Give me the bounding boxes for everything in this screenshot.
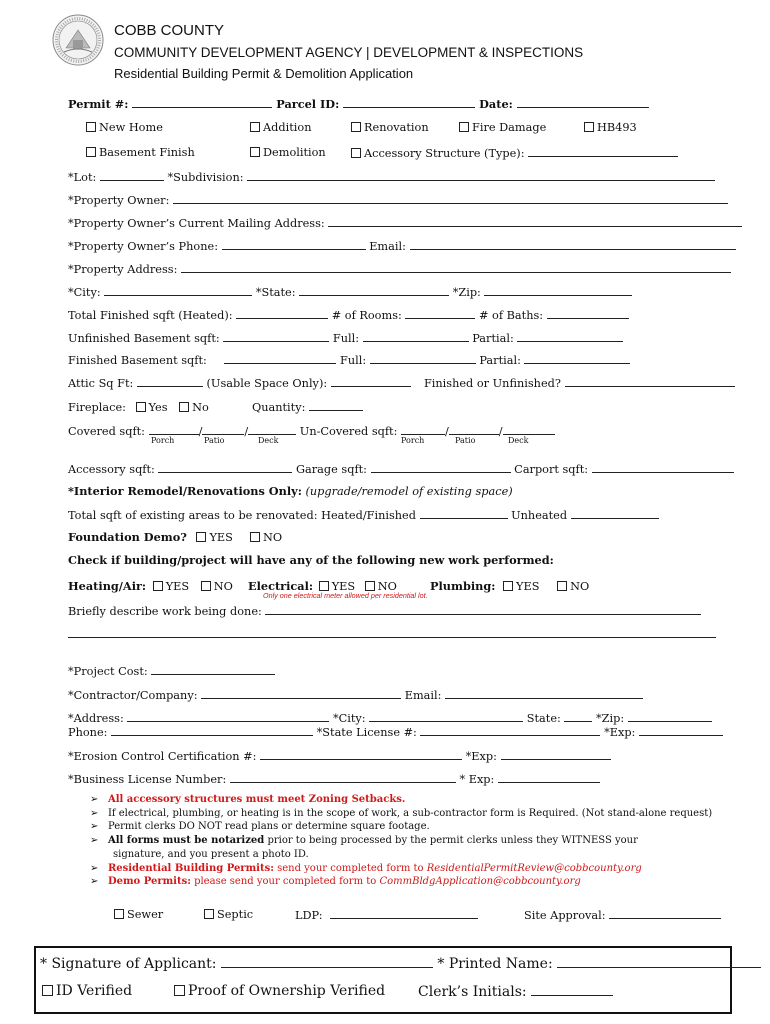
checkbox[interactable] bbox=[351, 122, 361, 132]
permit-label: Permit #: bbox=[68, 97, 129, 111]
note-item bbox=[90, 848, 712, 862]
property-address-label: *Property Address: bbox=[68, 263, 178, 276]
phone-label: *Property Owner’s Phone: bbox=[68, 240, 218, 253]
garage-label: Garage sqft: bbox=[296, 463, 367, 476]
opt-new-home[interactable] bbox=[86, 121, 163, 134]
subdivision-field[interactable] bbox=[247, 170, 715, 181]
license-field[interactable] bbox=[420, 725, 600, 736]
foundation-row bbox=[68, 531, 233, 544]
ownership-verified[interactable] bbox=[174, 983, 385, 999]
checkbox[interactable] bbox=[584, 122, 594, 132]
covered-row: Covered sqft: / / Un-Covered sqft: / / bbox=[68, 424, 555, 438]
demo-email-link[interactable]: CommBldgApplication@cobbcounty.org bbox=[379, 876, 581, 888]
check-title: Check if building/project will have any of the following new work performed: bbox=[68, 553, 554, 567]
opt-hb493[interactable] bbox=[584, 121, 637, 134]
note-residential: send your completed form to bbox=[273, 862, 427, 874]
attic-label: Attic Sq Ft: bbox=[68, 377, 134, 390]
phone-row bbox=[68, 239, 736, 253]
address-row bbox=[68, 262, 731, 276]
id-verified[interactable] bbox=[42, 983, 132, 999]
carport-label: Carport sqft: bbox=[514, 463, 589, 476]
checkbox[interactable] bbox=[459, 122, 469, 132]
covered-deck-field[interactable] bbox=[248, 424, 296, 435]
state-field[interactable] bbox=[299, 285, 449, 296]
unfinished-full-field[interactable] bbox=[363, 331, 469, 342]
finished-partial-field[interactable] bbox=[524, 353, 630, 364]
electrical-note: Only one electrical meter allowed per residential lot. bbox=[263, 591, 428, 600]
date-field[interactable] bbox=[517, 97, 649, 108]
contractor-email-field[interactable] bbox=[445, 688, 643, 699]
finished-bsmt-label: Finished Basement sqft: bbox=[68, 354, 207, 367]
opt-accessory[interactable] bbox=[351, 146, 678, 160]
foundation-no bbox=[250, 531, 282, 544]
license-label: *State License #: bbox=[316, 726, 417, 739]
cost-row bbox=[68, 664, 275, 678]
contractor-phone-row bbox=[68, 725, 723, 739]
unfinished-partial-field[interactable] bbox=[517, 331, 623, 342]
note-notarized-bold: All forms must be notarized bbox=[107, 835, 265, 847]
unfinished-field[interactable] bbox=[223, 331, 329, 342]
checkbox[interactable] bbox=[114, 909, 124, 919]
covered-porch-field[interactable] bbox=[149, 424, 199, 435]
partial-label: Partial: bbox=[479, 354, 521, 367]
no-label: NO bbox=[263, 531, 283, 544]
finished-bsmt-field[interactable] bbox=[224, 353, 336, 364]
sewer-label: Sewer bbox=[127, 908, 164, 921]
email-label: Email: bbox=[369, 240, 406, 253]
covered-patio-sub: Patio bbox=[204, 436, 225, 445]
remodel-subtitle: (upgrade/remodel of existing space) bbox=[305, 485, 513, 498]
fireplace-label: Fireplace: bbox=[68, 401, 126, 414]
arrow-bullet-icon: ➢ bbox=[90, 807, 99, 819]
heated-finished-field[interactable] bbox=[420, 508, 508, 519]
opt-label: Accessory Structure (Type): bbox=[364, 147, 525, 160]
note-item bbox=[90, 862, 712, 876]
baths-field[interactable] bbox=[547, 308, 629, 319]
fireplace-no-checkbox[interactable] bbox=[179, 402, 189, 412]
note-notarized: prior to being processed by the permit clerks unless they WITNESS your bbox=[264, 835, 638, 847]
note-item bbox=[90, 793, 712, 807]
opt-renovation[interactable] bbox=[351, 121, 429, 134]
accessory-sqft-field[interactable] bbox=[158, 462, 292, 473]
covered-label: Covered sqft: bbox=[68, 425, 145, 438]
note-item bbox=[90, 807, 712, 821]
yes-label: YES bbox=[331, 580, 356, 593]
license-exp-field[interactable] bbox=[639, 725, 723, 736]
opt-label: Addition bbox=[263, 121, 312, 134]
full-label: Full: bbox=[340, 354, 367, 367]
company-field[interactable] bbox=[201, 688, 401, 699]
describe-label: Briefly describe work being done: bbox=[68, 605, 262, 618]
quantity-field[interactable] bbox=[309, 400, 363, 411]
signature-field[interactable] bbox=[221, 955, 433, 968]
checkbox[interactable] bbox=[42, 985, 53, 996]
note-plans: Permit clerks DO NOT read plans or determine square footage. bbox=[107, 821, 430, 833]
checkbox[interactable] bbox=[86, 122, 96, 132]
ldp-field[interactable] bbox=[330, 908, 478, 919]
opt-label: Demolition bbox=[263, 146, 326, 159]
accessory-row bbox=[68, 462, 734, 476]
contractor-zip-label: *Zip: bbox=[596, 712, 625, 725]
unfinished-row bbox=[68, 331, 623, 345]
fireplace-row bbox=[68, 400, 363, 414]
contractor-address-field[interactable] bbox=[127, 711, 329, 722]
foundation-no-checkbox[interactable] bbox=[250, 532, 260, 542]
note-subcontractor: If electrical, plumbing, or heating is in the scope of work, a sub-contractor form is Required. (Not stand-alone request) bbox=[107, 807, 713, 819]
full-label: Full: bbox=[332, 332, 360, 345]
checkbox[interactable] bbox=[250, 147, 260, 157]
opt-label: Fire Damage bbox=[472, 121, 547, 134]
usable-field[interactable] bbox=[331, 376, 411, 387]
note-setbacks: All accessory structures must meet Zoning Setbacks. bbox=[107, 794, 406, 805]
form-title: Residential Building Permit & Demolition Application bbox=[114, 66, 414, 81]
no-label: NO bbox=[377, 580, 397, 593]
yes-label: YES bbox=[165, 580, 190, 593]
garage-field[interactable] bbox=[371, 462, 511, 473]
erosion-row bbox=[68, 749, 611, 763]
license-exp-label: *Exp: bbox=[604, 726, 636, 739]
agency-name: COMMUNITY DEVELOPMENT AGENCY | DEVELOPMENT & INSPECTIONS bbox=[114, 45, 584, 60]
ownership-label: Proof of Ownership Verified bbox=[188, 983, 386, 999]
covered-patio-field[interactable] bbox=[202, 424, 244, 435]
unheated-label: Unheated bbox=[511, 509, 568, 522]
septic-label: Septic bbox=[217, 908, 254, 921]
checkbox[interactable] bbox=[174, 985, 185, 996]
uncovered-patio-field[interactable] bbox=[449, 424, 499, 435]
describe-row bbox=[68, 604, 701, 618]
attic-field[interactable] bbox=[137, 376, 203, 387]
contractor-email-label: Email: bbox=[404, 689, 442, 702]
company-row bbox=[68, 688, 643, 702]
foundation-label: Foundation Demo? bbox=[68, 530, 187, 544]
rooms-label: # of Rooms: bbox=[331, 309, 402, 322]
note-demo: please send your completed form to bbox=[190, 876, 380, 888]
fireplace-yes-checkbox[interactable] bbox=[136, 402, 146, 412]
company-label: *Contractor/Company: bbox=[68, 689, 198, 702]
mailing-row bbox=[68, 216, 742, 230]
owner-email-field[interactable] bbox=[410, 239, 736, 250]
no-label: No bbox=[192, 401, 209, 414]
zip-field[interactable] bbox=[484, 285, 632, 296]
unheated-field[interactable] bbox=[571, 508, 659, 519]
carport-field[interactable] bbox=[592, 462, 734, 473]
partial-label: Partial: bbox=[472, 332, 514, 345]
heating-label: Heating/Air: bbox=[68, 579, 147, 593]
subdivision-label: *Subdivision: bbox=[167, 171, 244, 184]
yes-label: YES bbox=[209, 531, 233, 544]
mailing-field[interactable] bbox=[328, 216, 742, 227]
site-row bbox=[524, 908, 721, 922]
uncovered-deck-sub: Deck bbox=[508, 436, 529, 445]
cost-field[interactable] bbox=[151, 664, 275, 675]
contractor-zip-field[interactable] bbox=[628, 711, 712, 722]
uncovered-patio-sub: Patio bbox=[455, 436, 476, 445]
opt-fire-damage[interactable] bbox=[459, 121, 546, 134]
lot-row bbox=[68, 170, 715, 184]
printed-name-label: * Printed Name: bbox=[437, 956, 553, 972]
arrow-bullet-icon: ➢ bbox=[90, 794, 99, 805]
plumbing-no-checkbox[interactable] bbox=[557, 581, 567, 591]
property-address-field[interactable] bbox=[181, 262, 731, 273]
cost-label: *Project Cost: bbox=[68, 665, 148, 678]
yes-label: YES bbox=[516, 580, 540, 593]
erosion-exp-label: *Exp: bbox=[465, 750, 497, 763]
uncovered-porch-sub: Porch bbox=[401, 436, 425, 445]
zip-label: *Zip: bbox=[452, 286, 481, 299]
covered-deck-sub: Deck bbox=[258, 436, 279, 445]
note-notarized-cont: signature, and you present a photo ID. bbox=[113, 848, 309, 860]
renovated-row bbox=[68, 508, 659, 522]
checkbox[interactable] bbox=[204, 909, 214, 919]
quantity-label: Quantity: bbox=[251, 401, 306, 414]
business-exp-field[interactable] bbox=[498, 772, 600, 783]
clerk-row bbox=[418, 983, 613, 1000]
signature-label: * Signature of Applicant: bbox=[40, 956, 217, 972]
heated-row bbox=[68, 308, 629, 322]
ldp-label: LDP: bbox=[295, 909, 323, 922]
contractor-city-label: *City: bbox=[332, 712, 366, 725]
arrow-bullet-icon: ➢ bbox=[90, 835, 99, 847]
plumbing-yes-checkbox[interactable] bbox=[503, 581, 513, 591]
permit-field[interactable] bbox=[132, 97, 272, 108]
arrow-bullet-icon: ➢ bbox=[90, 862, 99, 874]
covered-porch-sub: Porch bbox=[151, 436, 175, 445]
renovated-label: Total sqft of existing areas to be renovated: Heated/Finished bbox=[68, 509, 416, 522]
contractor-phone-label: Phone: bbox=[68, 726, 108, 739]
clerk-label: Clerk’s Initials: bbox=[418, 984, 527, 1000]
contractor-city-field[interactable] bbox=[369, 711, 523, 722]
contractor-state-label: State: bbox=[526, 712, 561, 725]
site-field[interactable] bbox=[609, 908, 721, 919]
note-item bbox=[90, 875, 712, 889]
contractor-address-row bbox=[68, 711, 712, 725]
opt-label: Renovation bbox=[364, 121, 429, 134]
describe-line-2[interactable] bbox=[68, 637, 716, 638]
baths-label: # of Baths: bbox=[479, 309, 544, 322]
ldp-row bbox=[295, 908, 478, 922]
site-label: Site Approval: bbox=[524, 909, 606, 922]
describe-field[interactable] bbox=[265, 604, 701, 615]
clerk-initials-field[interactable] bbox=[531, 983, 613, 996]
uncovered-label: Un-Covered sqft: bbox=[299, 425, 398, 438]
accessory-type-field[interactable] bbox=[528, 146, 678, 157]
business-exp-label: * Exp: bbox=[459, 773, 495, 786]
lot-field[interactable] bbox=[100, 170, 164, 181]
heating-group bbox=[68, 580, 233, 593]
contractor-address-label: *Address: bbox=[68, 712, 124, 725]
finished-full-field[interactable] bbox=[370, 353, 476, 364]
arrow-bullet-icon: ➢ bbox=[90, 876, 99, 888]
contractor-state-field[interactable] bbox=[564, 711, 592, 722]
heating-no-checkbox[interactable] bbox=[201, 581, 211, 591]
erosion-label: *Erosion Control Certification #: bbox=[68, 750, 257, 763]
owner-field[interactable] bbox=[173, 193, 728, 204]
printed-name-field[interactable] bbox=[557, 955, 761, 968]
heated-field[interactable] bbox=[236, 308, 328, 319]
county-seal bbox=[52, 14, 104, 66]
uncovered-porch-field[interactable] bbox=[401, 424, 445, 435]
id-verified-label: ID Verified bbox=[56, 983, 133, 999]
accessory-label: Accessory sqft: bbox=[68, 463, 155, 476]
checkbox[interactable] bbox=[351, 148, 361, 158]
permit-row bbox=[68, 97, 649, 111]
usable-label: (Usable Space Only): bbox=[206, 377, 328, 390]
business-field[interactable] bbox=[230, 772, 456, 783]
heating-yes-checkbox[interactable] bbox=[153, 581, 163, 591]
note-item bbox=[90, 820, 712, 834]
remodel-heading bbox=[68, 485, 513, 498]
heated-label: Total Finished sqft (Heated): bbox=[68, 309, 233, 322]
remodel-title: *Interior Remodel/Renovations Only: bbox=[68, 484, 302, 498]
foundation-yes-checkbox[interactable] bbox=[196, 532, 206, 542]
uncovered-deck-field[interactable] bbox=[503, 424, 555, 435]
lot-label: *Lot: bbox=[68, 171, 97, 184]
city-row bbox=[68, 285, 632, 299]
rooms-field[interactable] bbox=[405, 308, 475, 319]
owner-phone-field[interactable] bbox=[222, 239, 366, 250]
checkbox[interactable] bbox=[250, 122, 260, 132]
opt-demolition[interactable] bbox=[250, 146, 326, 159]
electrical-label: Electrical: bbox=[248, 579, 314, 593]
plumbing-label: Plumbing: bbox=[430, 579, 496, 593]
fin-unfin-label: Finished or Unfinished? bbox=[423, 377, 561, 390]
finished-bsmt-row bbox=[68, 353, 630, 367]
opt-basement-finish[interactable] bbox=[86, 146, 195, 159]
opt-label: Basement Finish bbox=[99, 146, 195, 159]
mailing-label: *Property Owner’s Current Mailing Address: bbox=[68, 217, 325, 230]
notes-list bbox=[90, 793, 712, 889]
parcel-field[interactable] bbox=[343, 97, 475, 108]
no-label: NO bbox=[570, 580, 590, 593]
no-label: NO bbox=[213, 580, 233, 593]
state-label: *State: bbox=[255, 286, 296, 299]
opt-label: New Home bbox=[99, 121, 163, 134]
note-item bbox=[90, 834, 712, 848]
sewer-option[interactable] bbox=[114, 908, 163, 921]
arrow-bullet-icon: ➢ bbox=[90, 821, 99, 833]
fin-unfin-field[interactable] bbox=[565, 376, 735, 387]
city-label: *City: bbox=[68, 286, 101, 299]
note-residential-bold: Residential Building Permits: bbox=[107, 862, 274, 874]
owner-row bbox=[68, 193, 728, 207]
org-name: COBB COUNTY bbox=[114, 22, 225, 39]
checkbox[interactable] bbox=[86, 147, 96, 157]
electrical-no-checkbox[interactable] bbox=[365, 581, 375, 591]
parcel-label: Parcel ID: bbox=[276, 97, 340, 111]
unfinished-label: Unfinished Basement sqft: bbox=[68, 332, 220, 345]
erosion-exp-field[interactable] bbox=[501, 749, 611, 760]
electrical-yes-checkbox[interactable] bbox=[319, 581, 329, 591]
yes-label: Yes bbox=[148, 401, 168, 414]
note-demo-bold: Demo Permits: bbox=[107, 876, 191, 888]
business-row bbox=[68, 772, 600, 786]
attic-row bbox=[68, 376, 735, 390]
date-label: Date: bbox=[479, 97, 513, 111]
city-field[interactable] bbox=[104, 285, 252, 296]
contractor-phone-field[interactable] bbox=[111, 725, 313, 736]
plumbing-group bbox=[430, 580, 589, 593]
erosion-field[interactable] bbox=[260, 749, 462, 760]
business-label: *Business License Number: bbox=[68, 773, 227, 786]
owner-label: *Property Owner: bbox=[68, 194, 170, 207]
opt-label: HB493 bbox=[597, 121, 637, 134]
septic-option[interactable] bbox=[204, 908, 253, 921]
signature-row bbox=[40, 955, 761, 972]
opt-addition[interactable] bbox=[250, 121, 311, 134]
residential-email-link[interactable]: ResidentialPermitReview@cobbcounty.org bbox=[426, 862, 642, 874]
